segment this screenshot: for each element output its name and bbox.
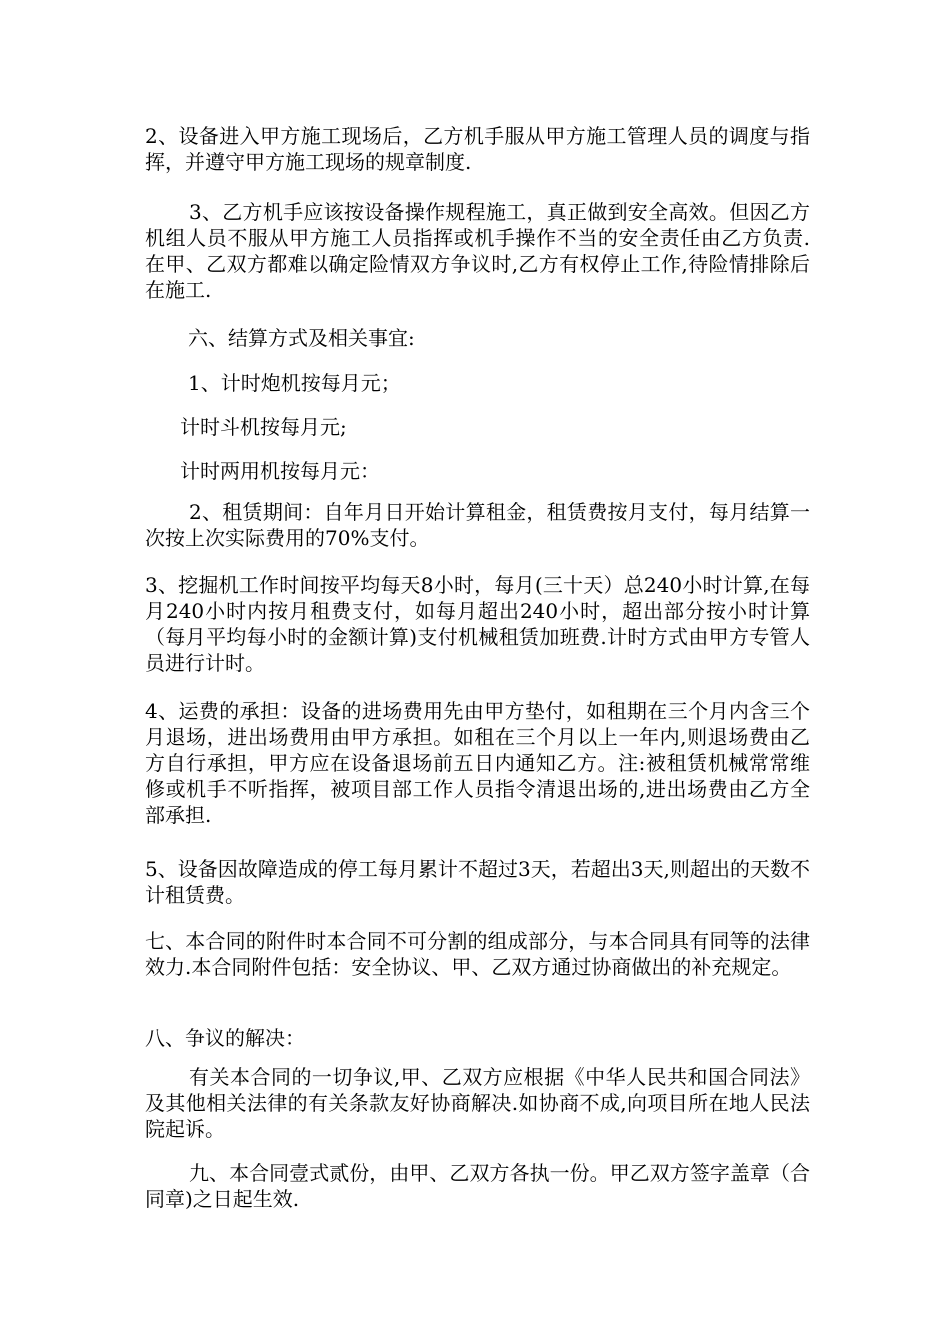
clause-equipment-dispatch: 2、设备进入甲方施工现场后，乙方机手服从甲方施工管理人员的调度与指挥，并遵守甲方施工现场的规章制度. [145, 124, 810, 174]
clause-dispute-resolution: 有关本合同的一切争议,甲、乙双方应根据《中华人民共和国合同法》及其他相关法律的有关条款友好协商解决.如协商不成,向项目所在地人民法院起诉。 [145, 1065, 810, 1141]
clause-transport-costs: 4、运费的承担：设备的进场费用先由甲方垫付，如租期在三个月内含三个月退场，进出场费用由甲方承担。如租在三个月以上一年内,则退场费由乙方自行承担，甲方应在设备退场前五日内通知乙方。注:被租赁机械常常维修或机手不听指挥，被项目部工作人员指令清退出场的,进出场费由乙方全部承担. [145, 699, 810, 827]
section-heading-dispute: 八、争议的解决： [145, 1026, 305, 1050]
section-heading-settlement: 六、结算方式及相关事宜: [188, 326, 415, 350]
section-attachments: 七、本合同的附件时本合同不可分割的组成部分，与本合同具有同等的法律效力.本合同附件包括：安全协议、甲、乙双方通过协商做出的补充规定。 [145, 929, 810, 979]
clause-breakdown-downtime: 5、设备因故障造成的停工每月累计不超过3天，若超出3天,则超出的天数不计租赁费。 [145, 857, 810, 907]
clause-operator-safety: 3、乙方机手应该按设备操作规程施工，真正做到安全高效。但因乙方机组人员不服从甲方施工人员指挥或机手操作不当的安全责任由乙方负责.在甲、乙双方都难以确定险情双方争议时,乙方有权停止工作,待险情排除后在施工. [145, 200, 810, 302]
section-copies-effectiveness: 九、本合同壹式贰份，由甲、乙双方各执一份。甲乙双方签字盖章（合同章)之日起生效. [145, 1161, 810, 1211]
rate-bucket-machine: 计时斗机按每月元; [180, 415, 347, 439]
rate-breaker-machine: 1、计时炮机按每月元； [188, 371, 401, 395]
rate-dual-use-machine: 计时两用机按每月元： [180, 459, 380, 483]
clause-working-hours: 3、挖掘机工作时间按平均每天8小时，每月(三十天）总240小时计算,在每月240小时内按月租费支付，如每月超出240小时，超出部分按小时计算（每月平均每小时的金额计算)支付机械租赁加班费.计时方式由甲方专管人员进行计时。 [145, 573, 810, 675]
clause-lease-period: 2、租赁期间：自年月日开始计算租金，租赁费按月支付，每月结算一次按上次实际费用的70%支付。 [145, 500, 810, 550]
